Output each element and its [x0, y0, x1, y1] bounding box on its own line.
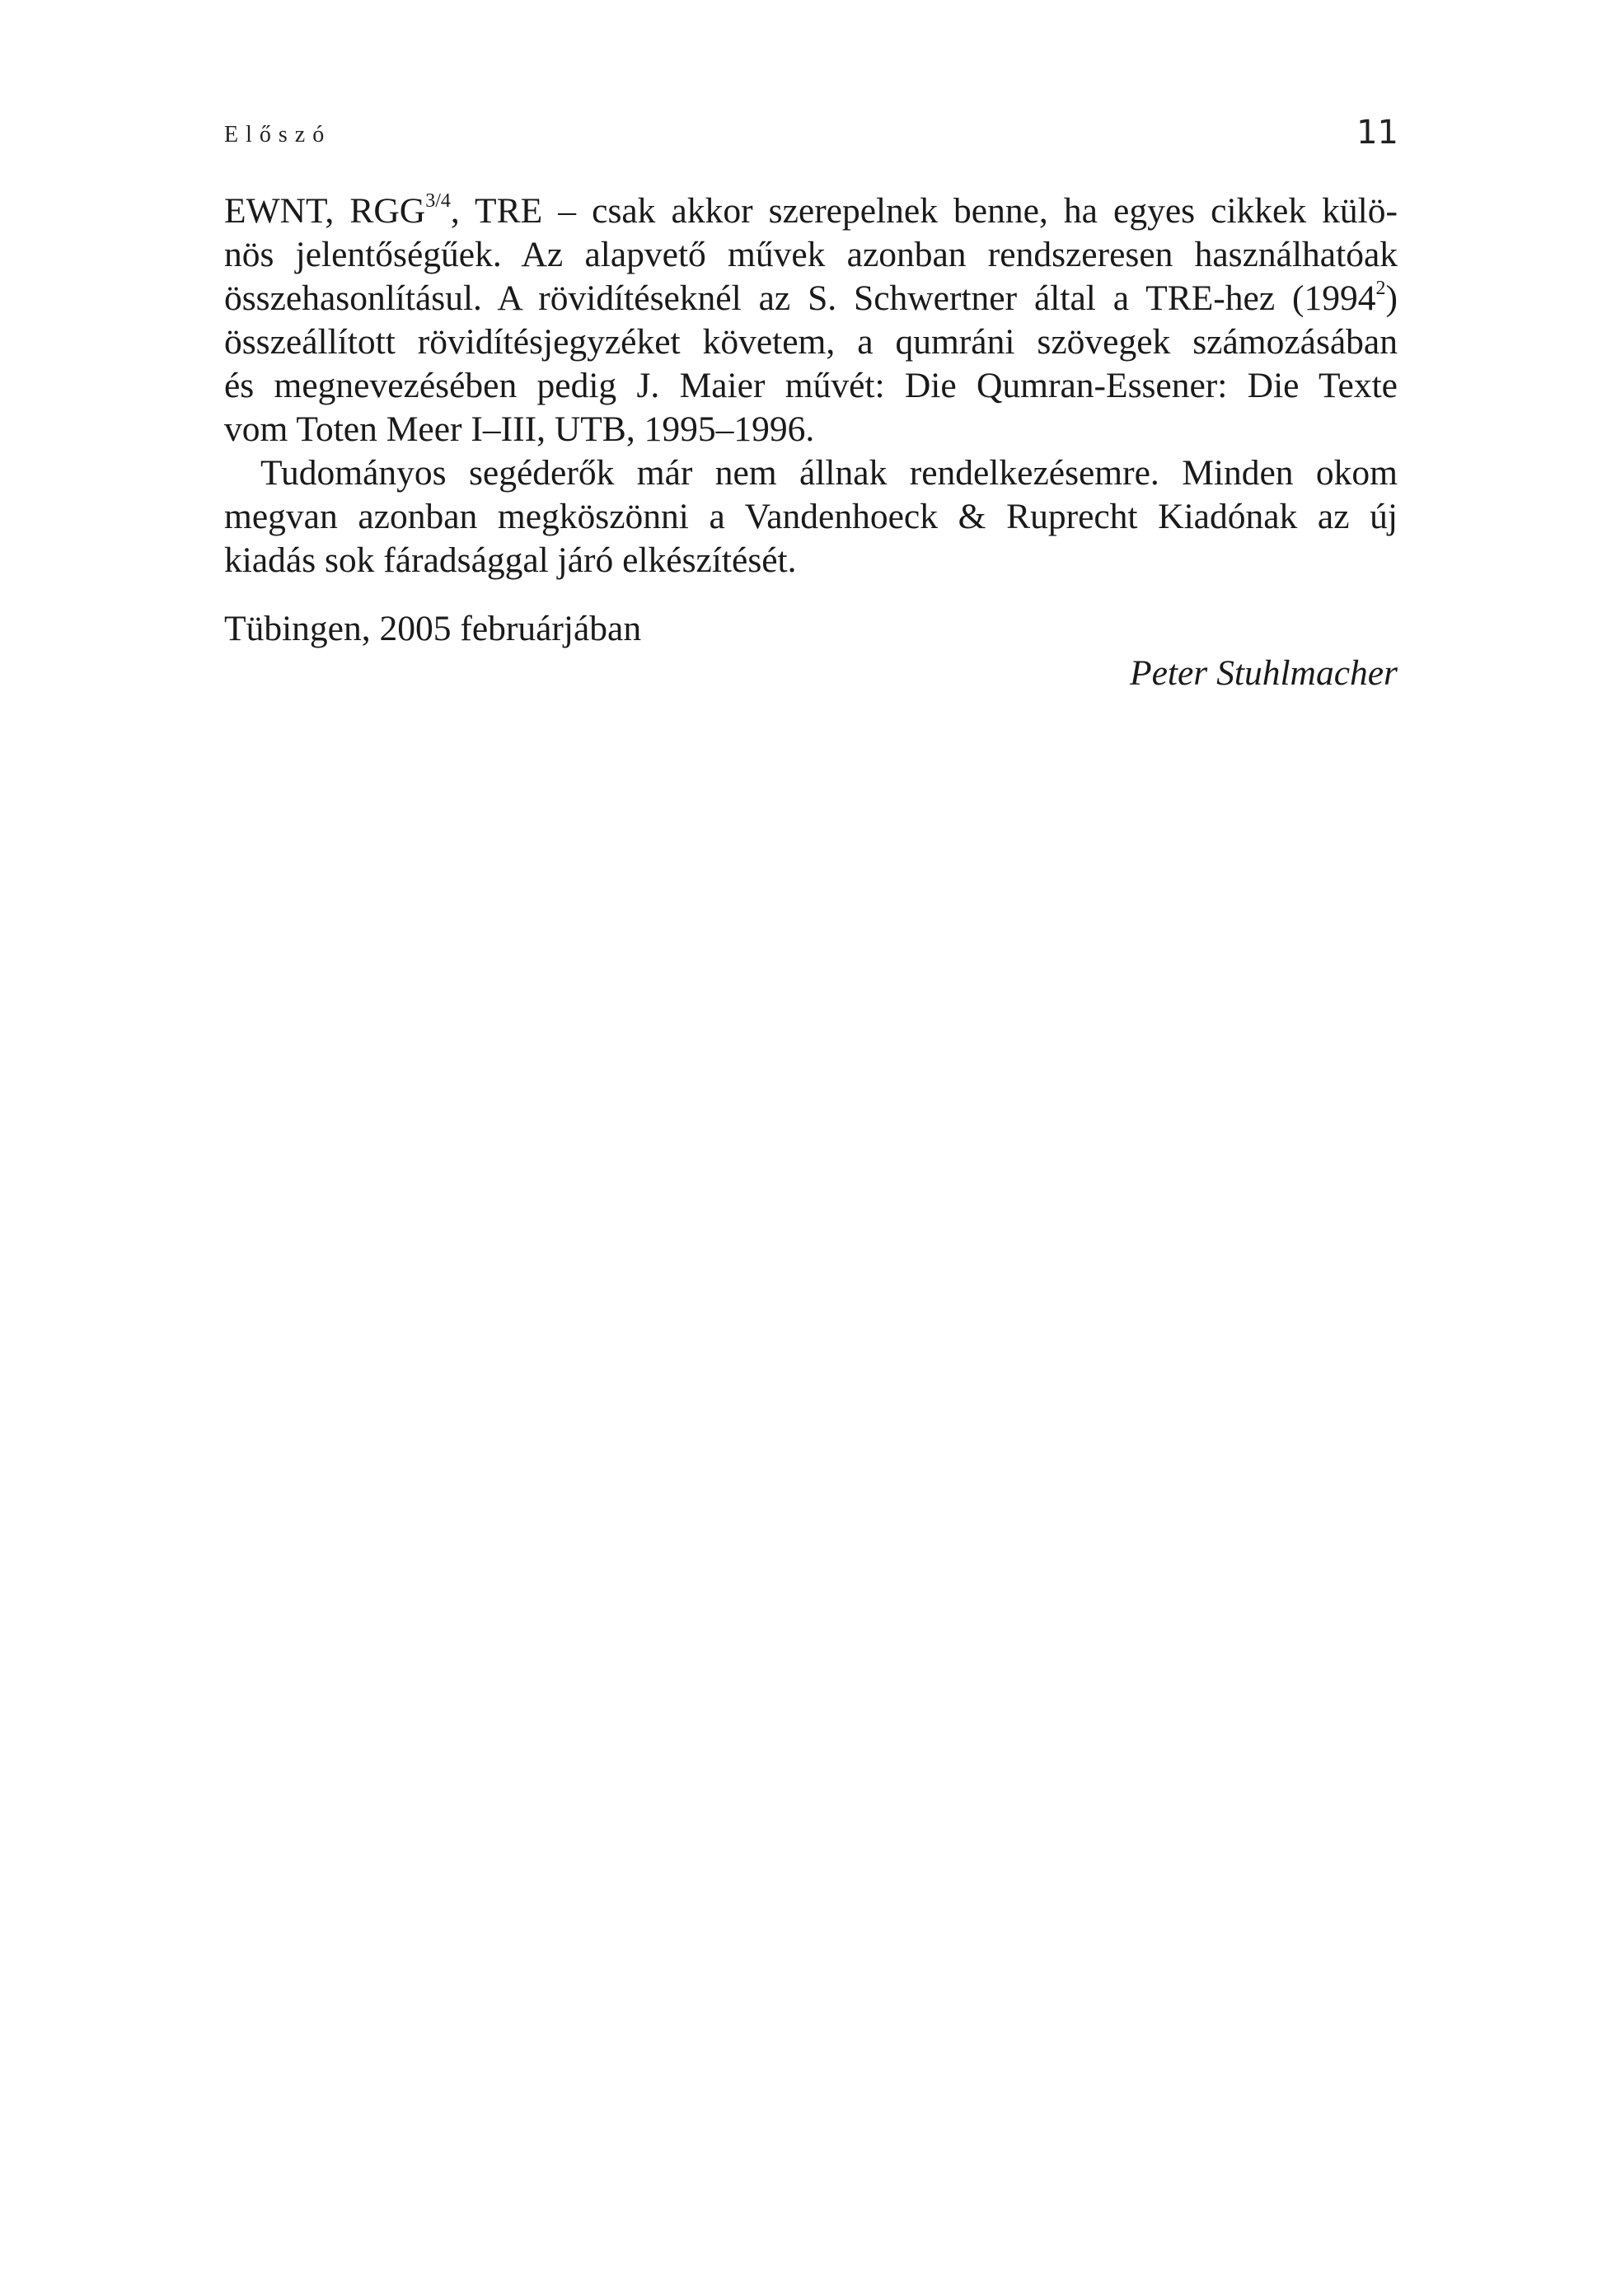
body-text — [224, 189, 1398, 582]
paragraph-1-line-4: összeállított rövidítésjegyzéket követem, a qumráni szövegek számozásában — [224, 322, 1398, 362]
paragraph-1-line-3: összehasonlításul. A rövidítéseknél az S. Schwertner által a TRE-hez (1994$^2$) — [224, 277, 1398, 318]
paragraph-1-line-2: nös jelentőségűek. Az alapvető művek azonban rendszeresen használhatóak — [224, 235, 1398, 274]
paragraph-1-line-6: vom Toten Meer I–III, UTB, 1995–1996. — [224, 409, 815, 449]
paragraph-1 — [224, 189, 1398, 451]
paragraph-2 — [224, 451, 1398, 582]
page-number: 11 — [1356, 114, 1398, 152]
author-signature: Peter Stuhlmacher — [1130, 653, 1398, 693]
paragraph-2-line-3: kiadás sok fáradsággal járó elkészítését. — [224, 540, 797, 580]
superscript-edition: 3/4 — [425, 189, 451, 212]
paragraph-1-line-5: és megnevezésében pedig J. Maier művét: Die Qumran-Essener: Die Texte — [224, 366, 1398, 405]
dateline: Tübingen, 2005 februárjában — [224, 609, 642, 648]
superscript-year-edition: 2 — [1375, 277, 1386, 299]
paragraph-1-line-1: EWNT, $RGG^{3/4}$, TRE – csak akkor szerepelnek benne, ha egyes cikkek külö- — [224, 189, 1398, 231]
paragraph-2-line-1: Tudományos segéderők már nem állnak rendelkezésemre. Minden okom — [260, 453, 1398, 493]
paragraph-2-line-2: megvan azonban megköszönni a Vandenhoeck & Ruprecht Kiadónak az új — [224, 497, 1398, 536]
running-head: Előszó — [224, 122, 332, 147]
